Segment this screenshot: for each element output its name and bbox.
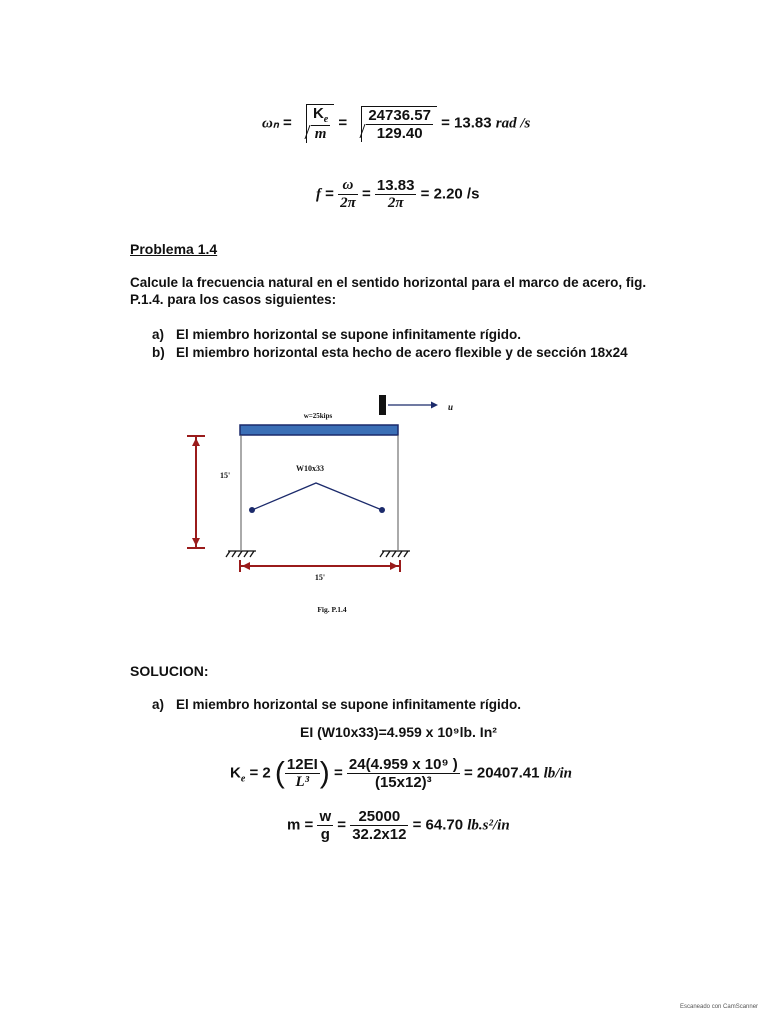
pointer-dot-left — [249, 507, 255, 513]
equals-sign-2: = — [338, 114, 348, 132]
problem-cases-list — [152, 326, 672, 362]
load-label: w=25kips — [303, 412, 333, 420]
problem-statement — [130, 274, 690, 308]
k-result: = 20407.41 — [463, 764, 540, 782]
omega-n-symbol: ωₙ — [262, 115, 279, 132]
ei-equation: EI (W10x33)=4.959 x 10⁹lb. In² — [300, 724, 497, 740]
k-inner-denominator: L³ — [285, 773, 320, 791]
scanner-watermark: Escaneado con CamScanner — [680, 1004, 759, 1010]
frame-figure — [170, 390, 490, 620]
m-unit: lb.s²/in — [467, 817, 510, 834]
sqrt-k-over-m — [306, 104, 334, 143]
width-arrow-right-icon — [390, 562, 398, 570]
equation-omega-n — [262, 104, 530, 143]
figure-caption: Fig. P.1.4 — [317, 605, 347, 614]
m-lhs: m = — [287, 816, 314, 834]
omega-result: = 13.83 — [441, 114, 492, 132]
problem-title: Problema 1.4 — [130, 241, 218, 257]
m-numerator: 25000 — [358, 808, 401, 825]
horizontal-beam — [240, 425, 398, 435]
width-label: 15' — [314, 573, 326, 582]
m-symbol: m — [311, 125, 330, 143]
frequency-result: = 2.20 /s — [420, 185, 480, 203]
omega-unit: rad /s — [495, 115, 531, 132]
f-symbol: f — [316, 186, 321, 203]
statement-line-2: P.1.4. para los casos siguientes: — [130, 292, 337, 307]
k-lhs: K — [230, 764, 241, 782]
sqrt-numeric — [361, 106, 437, 142]
case-a-marker: a) — [152, 327, 165, 342]
k-unit: lb/in — [543, 765, 572, 782]
height-dimension — [187, 436, 205, 548]
case-b-text: El miembro horizontal esta hecho de acero flexible y de sección 18x24 — [176, 345, 628, 360]
k-lhs-subscript: e — [240, 773, 246, 785]
u-label: u — [448, 402, 454, 412]
mass-block — [379, 395, 386, 415]
m-result: = 64.70 — [412, 816, 464, 834]
m-g-symbol: g — [317, 825, 333, 843]
k-subscript: e — [323, 114, 329, 125]
two-pi-symbol-2: 2π — [375, 194, 417, 212]
two-pi-symbol: 2π — [340, 195, 356, 211]
omega-symbol: ω — [342, 177, 354, 193]
m-denominator: 32.2x12 — [352, 826, 407, 843]
label-pointer-lines — [252, 483, 382, 510]
k-inner-numerator: 12EI — [286, 756, 318, 773]
height-arrow-top-icon — [192, 438, 200, 446]
k-coefficient: = 2 — [249, 764, 271, 782]
solution-case-a-marker: a) — [152, 697, 165, 712]
case-a — [152, 326, 672, 344]
width-dimension — [240, 560, 400, 572]
statement-line-1: Calcule la frecuencia natural en el sentido horizontal para el marco de acero, fig. — [130, 275, 647, 290]
case-a-text: El miembro horizontal se supone infinitamente rígido. — [176, 327, 522, 342]
pointer-dot-right — [379, 507, 385, 513]
equation-frequency: f = $\frac{\omega}{2\pi}$ = $\frac{13.83}{2\pi}$ = 2.20 /s — [316, 177, 480, 211]
numerator-value: 24736.57 — [368, 106, 431, 124]
k-denominator: (15x12)³ — [347, 773, 460, 791]
case-b-marker: b) — [152, 345, 165, 360]
solution-title: SOLUCION: — [130, 663, 209, 679]
k-symbol: K — [312, 105, 324, 122]
k-numerator: 24(4.959 x 10⁹ ) — [348, 756, 458, 773]
right-fixed-support — [380, 551, 410, 557]
arrow-head-icon — [431, 402, 438, 409]
case-b — [152, 344, 672, 362]
height-label: 15' — [220, 471, 231, 480]
stiffness-equation: $K_e = 2$ ( $\frac{12EI}{\text{L³}}$ ) = $\frac{\text{24(4.959 x 10⁹ )}}{\text{(15x12)³}}$ = 20407.41 lb/in — [230, 756, 572, 791]
width-arrow-left-icon — [242, 562, 250, 570]
m-w-symbol: w — [319, 808, 332, 825]
frequency-numerator: 13.83 — [376, 177, 415, 194]
solution-case-a — [152, 696, 521, 714]
equals-sign: = — [283, 114, 292, 132]
height-arrow-bottom-icon — [192, 538, 200, 546]
left-fixed-support — [226, 551, 256, 557]
column-label: W10x33 — [296, 464, 324, 473]
solution-case-a-text: El miembro horizontal se supone infinitamente rígido. — [176, 697, 522, 712]
denominator-value: 129.40 — [366, 124, 433, 142]
mass-equation: m = $\frac{w}{g}$ = $\frac{25000}{32.2x12}$ = 64.70 lb.s²/in — [287, 808, 510, 843]
